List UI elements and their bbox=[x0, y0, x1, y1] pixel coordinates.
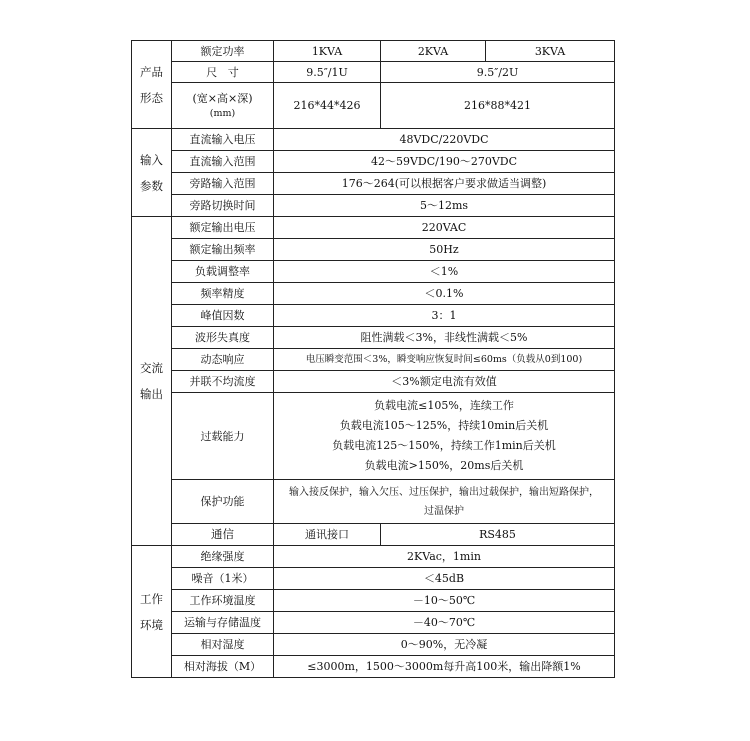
storage-temp-label: 运输与存储温度 bbox=[172, 612, 274, 634]
dims-label-line1: (宽×高×深) bbox=[192, 91, 253, 105]
rated-output-voltage-value: 220VAC bbox=[274, 217, 615, 239]
rated-output-freq-value: 50Hz bbox=[274, 239, 615, 261]
insulation-label: 绝缘强度 bbox=[172, 546, 274, 568]
size-label: 尺 寸 bbox=[172, 62, 274, 83]
table-row bbox=[132, 656, 615, 678]
crest-factor-label: 峰值因数 bbox=[172, 305, 274, 327]
load-regulation-label: 负载调整率 bbox=[172, 261, 274, 283]
protection-value bbox=[274, 480, 615, 524]
table-row bbox=[132, 546, 615, 568]
overload-label: 过载能力 bbox=[172, 393, 274, 480]
table-row bbox=[132, 480, 615, 524]
rated-power-1kva: 1KVA bbox=[274, 41, 381, 62]
freq-precision-label: 频率精度 bbox=[172, 283, 274, 305]
altitude-value: ≤3000m，1500～3000m每升高100米，输出降额1% bbox=[274, 656, 615, 678]
table-row bbox=[132, 151, 615, 173]
humidity-value: 0～90%，无冷凝 bbox=[274, 634, 615, 656]
overload-line-1: 负载电流≤105%，连续工作 bbox=[374, 399, 514, 412]
table-row bbox=[132, 41, 615, 62]
group-comm: 通信 bbox=[172, 524, 274, 546]
table-row bbox=[132, 568, 615, 590]
dc-input-range-label: 直流输入范围 bbox=[172, 151, 274, 173]
work-temp-value: －10～50℃ bbox=[274, 590, 615, 612]
dynamic-response-label: 动态响应 bbox=[172, 349, 274, 371]
crest-factor-value: 3：1 bbox=[274, 305, 615, 327]
table-row bbox=[132, 239, 615, 261]
group-input bbox=[132, 129, 172, 217]
rated-output-voltage-label: 额定输出电压 bbox=[172, 217, 274, 239]
humidity-label: 相对湿度 bbox=[172, 634, 274, 656]
spec-table bbox=[131, 40, 615, 678]
dims-2-3kva: 216*88*421 bbox=[381, 83, 615, 129]
storage-temp-value: －40～70℃ bbox=[274, 612, 615, 634]
table-row bbox=[132, 327, 615, 349]
table-row bbox=[132, 349, 615, 371]
rated-power-3kva: 3KVA bbox=[486, 41, 615, 62]
altitude-label: 相对海拔（M） bbox=[172, 656, 274, 678]
protection-label: 保护功能 bbox=[172, 480, 274, 524]
dims-label bbox=[172, 83, 274, 129]
group-ac-output bbox=[132, 217, 172, 546]
overload-line-2: 负载电流105～125%，持续10min后关机 bbox=[339, 419, 549, 432]
protection-line-1: 输入接反保护，输入欠压、过压保护，输出过载保护，输出短路保护， bbox=[289, 486, 599, 498]
table-row bbox=[132, 83, 615, 129]
group-form bbox=[132, 41, 172, 129]
protection-line-2: 过温保护 bbox=[424, 505, 464, 517]
load-regulation-value: ＜1% bbox=[274, 261, 615, 283]
waveform-distortion-label: 波形失真度 bbox=[172, 327, 274, 349]
insulation-value: 2KVac，1min bbox=[274, 546, 615, 568]
table-row bbox=[132, 283, 615, 305]
bypass-switch-time-label: 旁路切换时间 bbox=[172, 195, 274, 217]
table-row bbox=[132, 261, 615, 283]
size-2-3kva: 9.5″/2U bbox=[381, 62, 615, 83]
freq-precision-value: ＜0.1% bbox=[274, 283, 615, 305]
dims-1kva: 216*44*426 bbox=[274, 83, 381, 129]
rated-power-2kva: 2KVA bbox=[381, 41, 486, 62]
overload-line-4: 负载电流>150%，20ms后关机 bbox=[364, 459, 524, 472]
group-input-line1: 输入 bbox=[140, 152, 163, 167]
table-row bbox=[132, 217, 615, 239]
table-row bbox=[132, 634, 615, 656]
size-1kva: 9.5″/1U bbox=[274, 62, 381, 83]
table-row bbox=[132, 129, 615, 151]
table-row bbox=[132, 62, 615, 83]
group-ac-output-line1: 交流 bbox=[140, 361, 163, 375]
overload-line-3: 负载电流125～150%，持续工作1min后关机 bbox=[332, 439, 556, 452]
group-env-line1: 工作 bbox=[140, 591, 163, 606]
table-row bbox=[132, 612, 615, 634]
dims-label-line2: (mm) bbox=[209, 107, 236, 119]
group-env-line2: 环境 bbox=[140, 617, 163, 632]
group-form-line1: 产品 bbox=[140, 64, 163, 79]
dynamic-response-value: 电压瞬变范围＜3%，瞬变响应恢复时间≤60ms（负载从0到100) bbox=[274, 349, 615, 371]
dc-input-voltage-value: 48VDC/220VDC bbox=[274, 129, 615, 151]
table-row bbox=[132, 371, 615, 393]
rated-power-label: 额定功率 bbox=[172, 41, 274, 62]
table-row bbox=[132, 393, 615, 480]
parallel-imbalance-value: ＜3%额定电流有效值 bbox=[274, 371, 615, 393]
table-row bbox=[132, 305, 615, 327]
rated-output-freq-label: 额定输出频率 bbox=[172, 239, 274, 261]
comm-interface-value: RS485 bbox=[381, 524, 615, 546]
group-env bbox=[132, 546, 172, 678]
table-row bbox=[132, 524, 615, 546]
bypass-input-range-label: 旁路输入范围 bbox=[172, 173, 274, 195]
work-temp-label: 工作环境温度 bbox=[172, 590, 274, 612]
parallel-imbalance-label: 并联不均流度 bbox=[172, 371, 274, 393]
bypass-input-range-value: 176～264(可以根据客户要求做适当调整) bbox=[274, 173, 615, 195]
group-input-line2: 参数 bbox=[140, 178, 163, 193]
bypass-switch-time-value: 5～12ms bbox=[274, 195, 615, 217]
group-ac-output-line2: 输出 bbox=[140, 387, 163, 401]
group-form-line2: 形态 bbox=[140, 90, 163, 105]
comm-interface-label: 通讯接口 bbox=[274, 524, 381, 546]
noise-label: 噪音（1米） bbox=[172, 568, 274, 590]
table-row bbox=[132, 173, 615, 195]
waveform-distortion-value: 阻性满载＜3%，非线性满载＜5% bbox=[274, 327, 615, 349]
overload-value bbox=[274, 393, 615, 480]
dc-input-range-value: 42～59VDC/190～270VDC bbox=[274, 151, 615, 173]
table-row bbox=[132, 590, 615, 612]
noise-value: ＜45dB bbox=[274, 568, 615, 590]
dc-input-voltage-label: 直流输入电压 bbox=[172, 129, 274, 151]
table-row bbox=[132, 195, 615, 217]
